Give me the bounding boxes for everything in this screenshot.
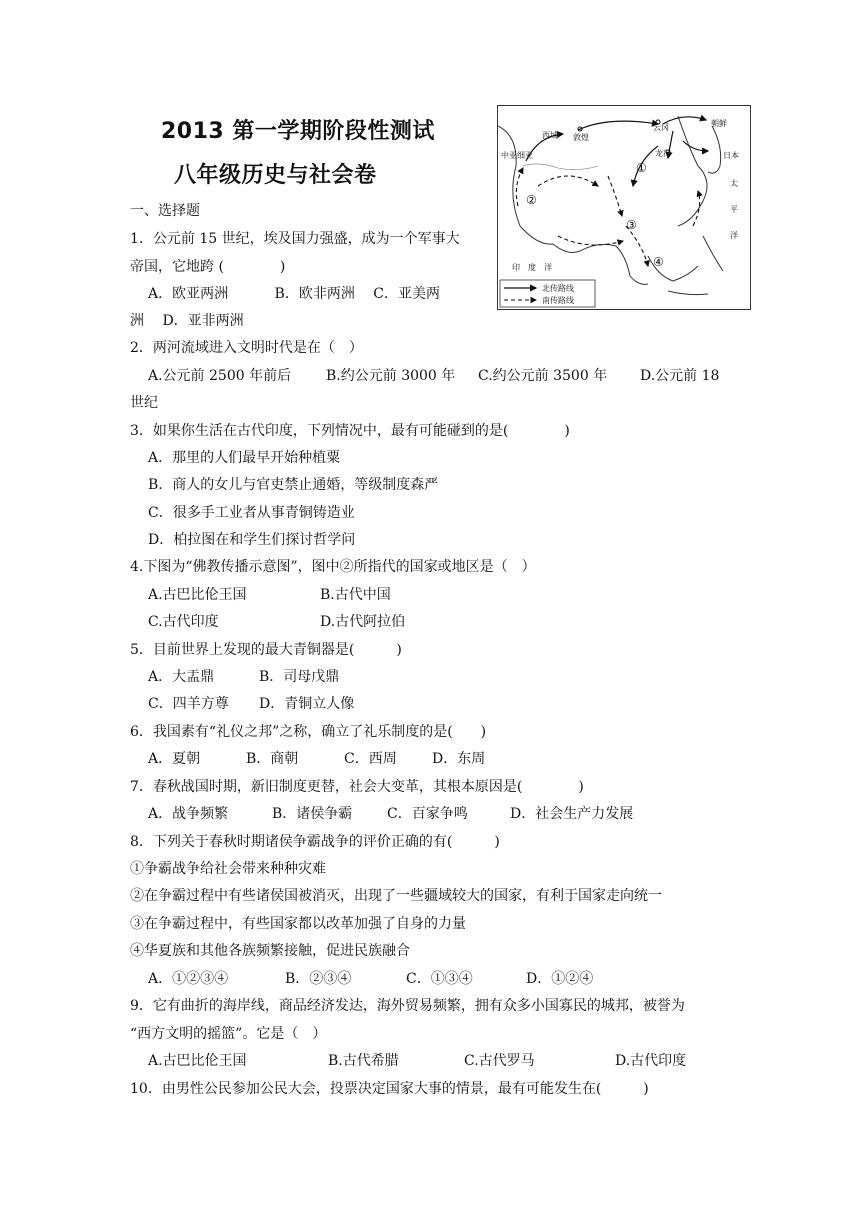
q1-stem-2: 帝国，它地跨 ( ) [130,259,286,275]
map-label-japan: 日本 [723,151,739,160]
map-label-pacific-1: 太 [730,179,738,188]
q2-option-a: A.公元前 2500 年前后 [148,368,292,384]
map-label-central-asia: 中亚细亚 [501,151,533,160]
q3-option-b: B．商人的女儿与官吏禁止通婚，等级制度森严 [148,477,439,493]
q4-option-a: A.古巴比伦王国 [148,587,247,603]
q4-option-c: C.古代印度 [148,614,219,630]
q1-stem-1: 1．公元前 15 世纪，埃及国力强盛，成为一个军事大 [130,231,460,247]
legend-north-route: 北传路线 [542,284,574,293]
map-label-longmen: 龙门 [655,149,671,158]
map-region-1: ① [636,161,647,175]
q6-option-a: A．夏朝 [148,751,201,767]
q9-option-b: B.古代希腊 [328,1053,399,1069]
q8-statement-4: ④华夏族和其他各族频繁接触，促进民族融合 [130,943,410,959]
q7-stem: 7．春秋战国时期，新旧制度更替，社会大变革，其根本原因是( ) [130,779,584,795]
q10-stem: 10．由男性公民参加公民大会，投票决定国家大事的情景，最有可能发生在( ) [130,1081,649,1097]
q8-option-d: D．①②④ [526,971,594,987]
q1-options-cont: 洲 D．亚非两洲 [130,313,244,329]
q9-stem-1: 9．它有曲折的海岸线，商品经济发达，海外贸易频繁，拥有众多小国寡民的城邦，被誉为 [130,998,685,1014]
q2-option-b: B.约公元前 3000 年 [326,368,456,384]
q8-statement-2: ②在争霸过程中有些诸侯国被消灭，出现了一些疆域较大的国家，有利于国家走向统一 [130,888,662,904]
q8-statement-1: ①争霸战争给社会带来种种灾难 [130,861,326,877]
section-heading: 一、选择题 [130,203,200,219]
map-label-indian-ocean: 印 度 洋 [512,263,552,272]
q6-option-d: D．东周 [432,751,486,767]
map-label-pacific-3: 洋 [730,231,738,240]
q3-option-a: A．那里的人们最早开始种植粟 [148,450,341,466]
q5-option-b: B．司母戊鼎 [259,669,340,685]
q6-option-c: C．西周 [344,751,397,767]
q7-option-d: D．社会生产力发展 [510,806,634,822]
q3-stem: 3．如果你生活在古代印度，下列情况中，最有可能碰到的是( ) [130,423,570,439]
map-label-yungang: 云冈 [653,123,669,132]
q5-option-a: A．大盂鼎 [148,669,215,685]
buddhism-spread-map [497,105,751,310]
q1-options: A．欧亚两洲 B．欧非两洲 C．亚美两 [148,286,441,302]
map-region-4: ④ [653,255,664,269]
q7-option-a: A．战争频繁 [148,806,229,822]
q2-stem: 2．两河流域进入文明时代是在（ ） [130,340,363,356]
q9-option-d: D.古代印度 [615,1053,687,1069]
q8-stem: 8．下列关于春秋时期诸侯争霸战争的评价正确的有( ) [130,834,500,850]
q9-option-a: A.古巴比伦王国 [148,1053,247,1069]
map-drawing [498,106,750,309]
q6-stem: 6．我国素有“礼仪之邦”之称，确立了礼乐制度的是( ) [130,724,487,740]
q9-option-c: C.古代罗马 [464,1053,535,1069]
map-region-3: ③ [626,218,637,232]
q3-option-d: D．柏拉图在和学生们探讨哲学问 [148,532,356,548]
title-line-1: 2013 第一学期阶段性测试 [161,119,435,144]
map-label-dunhuang: 敦煌 [573,133,589,142]
q9-stem-2: “西方文明的摇篮”。它是（ ） [130,1026,327,1042]
q7-option-b: B．诸侯争霸 [272,806,353,822]
q5-stem: 5．目前世界上发现的最大青铜器是( ) [130,642,402,658]
q6-option-b: B．商朝 [246,751,299,767]
south-route-line [516,168,523,206]
q5-option-d: D．青铜立人像 [259,696,355,712]
map-label-korea: 朝鲜 [711,119,727,128]
q5-option-c: C．四羊方尊 [148,696,229,712]
q2-option-c: C.约公元前 3500 年 [478,368,608,384]
q3-option-c: C．很多手工业者从事青铜铸造业 [148,505,355,521]
q8-option-a: A．①②③④ [148,971,229,987]
map-label-western-regions: 西域 [542,131,558,140]
q8-option-b: B．②③④ [285,971,352,987]
q4-stem: 4.下图为“佛教传播示意图”，图中②所指代的国家或地区是（ ） [130,559,536,575]
q8-statement-3: ③在争霸过程中，有些国家都以改革加强了自身的力量 [130,916,466,932]
q4-option-b: B.古代中国 [320,587,391,603]
q2-option-d: D.公元前 18 [640,368,720,384]
map-label-pacific-2: 平 [730,205,738,214]
q2-options-cont: 世纪 [130,395,158,411]
map-region-2: ② [526,193,537,207]
title-line-2: 八年级历史与社会卷 [174,163,377,188]
q4-option-d: D.古代阿拉伯 [320,614,406,630]
q8-option-c: C．①③④ [406,971,473,987]
q7-option-c: C．百家争鸣 [387,806,468,822]
legend-south-route: 南传路线 [542,296,574,305]
